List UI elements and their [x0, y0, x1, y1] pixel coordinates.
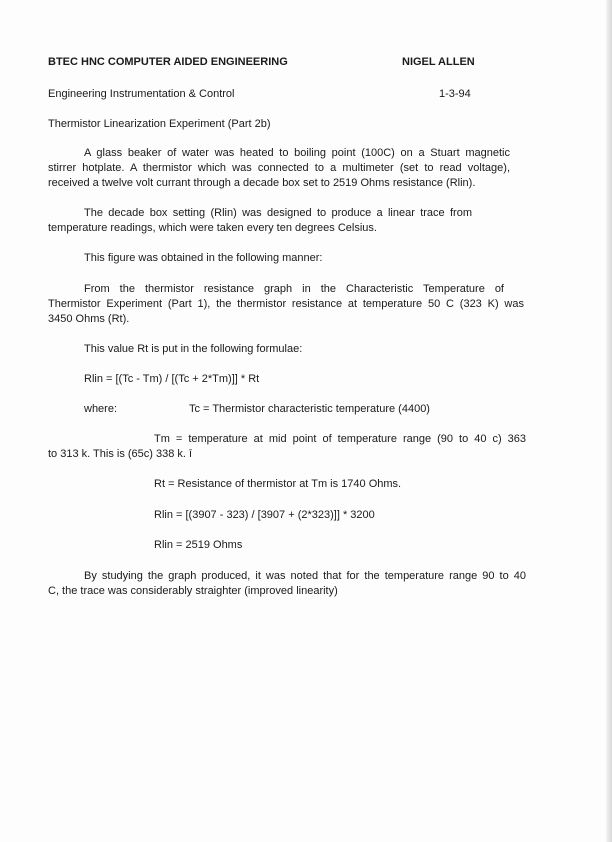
- para1-line1: A glass beaker of water was heated to boiling point (100C) on a Stuart magnetic: [84, 147, 510, 159]
- para2-line2: temperature readings, which were taken every ten degrees Celsius.: [48, 222, 377, 234]
- conclusion-line1: By studying the graph produced, it was noted that for the temperature range 90 to 40: [84, 570, 526, 582]
- rt-definition: Rt = Resistance of thermistor at Tm is 1740 Ohms.: [154, 478, 402, 490]
- tc-definition: Tc = Thermistor characteristic temperature (4400): [189, 403, 430, 415]
- where-label: where:: [84, 403, 118, 415]
- para2-line1: The decade box setting (Rlin) was designed to produce a linear trace from: [84, 207, 472, 219]
- course-title: BTEC HNC COMPUTER AIDED ENGINEERING: [48, 56, 288, 68]
- para4-line3: 3450 Ohms (Rt).: [48, 313, 130, 325]
- rlin-calculation: Rlin = [(3907 - 323) / [3907 + (2*323)]] * 3200: [154, 509, 375, 521]
- para1-line2: stirrer hotplate. A thermistor which was connected to a multimeter (set to read voltage),: [48, 162, 510, 174]
- para4-line1: From the thermistor resistance graph in the Characteristic Temperature of: [84, 283, 504, 295]
- para5-line1: This value Rt is put in the following formulae:: [84, 343, 303, 355]
- author-name: NIGEL ALLEN: [402, 56, 475, 68]
- tm-definition-line1: Tm = temperature at mid point of temperature range (90 to 40 c) 363: [154, 433, 526, 445]
- rlin-result: Rlin = 2519 Ohms: [154, 539, 243, 551]
- page-edge-shadow: [606, 0, 612, 842]
- document-date: 1-3-94: [439, 88, 471, 100]
- conclusion-line2: C, the trace was considerably straighter (improved linearity): [48, 585, 338, 597]
- para3-line1: This figure was obtained in the following manner:: [84, 252, 323, 264]
- tm-definition-line2: to 313 k. This is (65c) 338 k. ī: [48, 448, 193, 460]
- formula-main: Rlin = [(Tc - Tm) / [(Tc + 2*Tm)]] * Rt: [84, 373, 260, 385]
- para1-line3: received a twelve volt currant through a decade box set to 2519 Ohms resistance (Rlin).: [48, 177, 476, 189]
- para4-line2: Thermistor Experiment (Part 1), the thermistor resistance at temperature 50 C (323 K) was: [48, 298, 524, 310]
- subject-line: Engineering Instrumentation & Control: [48, 88, 235, 100]
- document-title: Thermistor Linearization Experiment (Part 2b): [48, 118, 271, 130]
